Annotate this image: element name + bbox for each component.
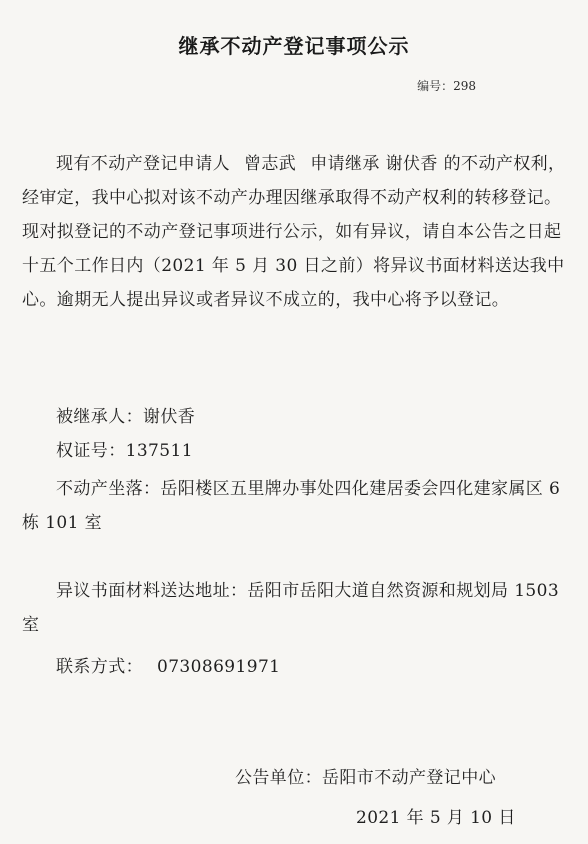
contact-value: 07308691971 — [157, 657, 281, 677]
heir-value: 谢伏香 — [143, 407, 196, 427]
applicant-name: 曾志武 — [244, 154, 297, 174]
document-number — [417, 77, 476, 94]
heir-line — [22, 400, 570, 434]
document-title: 继承不动产登记事项公示 — [178, 34, 410, 58]
location-line — [22, 472, 570, 540]
unit-value: 岳阳市不动产登记中心 — [322, 768, 496, 788]
number-label: 编号： — [417, 79, 454, 93]
location-label: 不动产坐落： — [56, 479, 161, 499]
unit-label: 公告单位： — [235, 768, 322, 788]
location-value: 岳阳楼区五里牌办事处四化建居委会四化建家属区 6 栋 101 室 — [22, 479, 561, 533]
decedent-name: 谢伏香 — [385, 154, 438, 174]
main-paragraph — [22, 147, 570, 317]
certificate-line — [22, 434, 570, 468]
issue-date: 2021 年 5 月 10 日 — [356, 808, 516, 828]
intro-text-a: 现有不动产登记申请人 — [56, 154, 230, 174]
objection-address-line — [22, 574, 570, 642]
number-value: 298 — [453, 79, 476, 93]
address-value: 岳阳市岳阳大道自然资源和规划局 1503 室 — [22, 581, 560, 635]
heir-label: 被继承人： — [56, 407, 143, 427]
contact-line — [22, 650, 570, 684]
issuing-unit — [235, 763, 496, 788]
address-label: 异议书面材料送达地址： — [56, 581, 248, 601]
intro-text-c: 的不动产权利，经审定，我中心拟对该不动产办理因继承取得不动产权利的转移登记。现对拟登记的不动产登记事项进行公示，如有异议，请自本公告之日起十五个工作日内（2021 年 5 月 30 日之前）将异议书面材料送达我中心。逾期无人提出异议或者异议不成立的，我中心将予以登记。 — [22, 154, 566, 310]
certificate-value: 137511 — [125, 441, 193, 461]
certificate-label: 权证号： — [56, 441, 126, 461]
contact-label: 联系方式： — [56, 657, 143, 677]
intro-text-b: 申请继承 — [310, 154, 380, 174]
